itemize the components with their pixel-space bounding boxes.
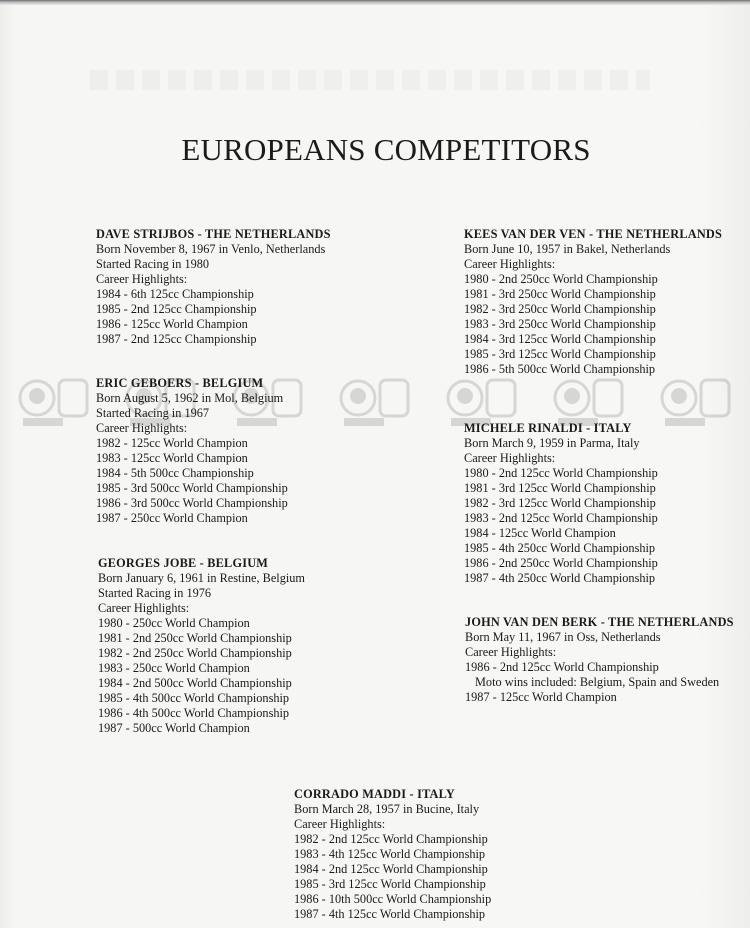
watermark-logo xyxy=(15,374,93,428)
competitor-entry xyxy=(464,227,722,377)
competitor-name: CORRADO MADDI - ITALY xyxy=(294,787,455,801)
competitor-detail: 1987 - 4th 125cc World Championship xyxy=(294,907,486,921)
competitor-entry xyxy=(464,421,658,586)
page-top-edge xyxy=(0,0,750,5)
competitor-birth: Born June 10, 1957 in Bakel, Netherlands xyxy=(464,242,671,256)
competitor-detail: Career Highlights: xyxy=(464,451,556,465)
competitor-birth: Born November 8, 1967 in Venlo, Netherlands xyxy=(96,242,326,256)
competitor-name: DAVE STRIJBOS - THE NETHERLANDS xyxy=(96,227,331,241)
competitor-detail: 1984 - 2nd 125cc World Championship xyxy=(294,862,488,876)
competitor-detail: 1984 - 6th 125cc Championship xyxy=(96,287,254,301)
competitor-detail: 1985 - 3rd 500cc World Championship xyxy=(96,481,288,495)
competitor-detail: 1982 - 125cc World Champion xyxy=(96,436,248,450)
competitor-detail: 1986 - 4th 500cc World Championship xyxy=(98,706,290,720)
watermark-logo xyxy=(443,374,521,428)
competitor-birth: Born March 9, 1959 in Parma, Italy xyxy=(464,436,640,450)
competitor-detail: 1987 - 4th 250cc World Championship xyxy=(464,571,656,585)
competitor-detail: 1987 - 250cc World Champion xyxy=(96,511,248,525)
competitor-detail: 1985 - 4th 250cc World Championship xyxy=(464,541,656,555)
competitor-detail: Career Highlights: xyxy=(96,272,188,286)
competitor-detail: 1987 - 2nd 125cc Championship xyxy=(96,332,257,346)
competitor-detail: 1987 - 125cc World Champion xyxy=(465,690,617,704)
competitor-detail: 1984 - 5th 500cc Championship xyxy=(96,466,254,480)
competitor-detail: 1982 - 2nd 125cc World Championship xyxy=(294,832,488,846)
competitor-detail: 1986 - 125cc World Champion xyxy=(96,317,248,331)
competitor-detail: 1983 - 3rd 250cc World Championship xyxy=(464,317,656,331)
competitor-entry xyxy=(294,787,491,922)
competitor-detail: 1985 - 2nd 125cc Championship xyxy=(96,302,257,316)
competitor-name: GEORGES JOBE - BELGIUM xyxy=(98,556,269,570)
competitor-detail: Career Highlights: xyxy=(294,817,386,831)
competitor-detail: 1981 - 3rd 125cc World Championship xyxy=(464,481,656,495)
competitor-detail: 1980 - 250cc World Champion xyxy=(98,616,250,630)
competitor-detail: 1982 - 3rd 125cc World Championship xyxy=(464,496,656,510)
competitor-detail: 1981 - 3rd 250cc World Championship xyxy=(464,287,656,301)
watermark-logo xyxy=(657,374,735,428)
competitor-birth: Born May 11, 1967 in Oss, Netherlands xyxy=(465,630,661,644)
competitor-detail: 1986 - 2nd 125cc World Championship xyxy=(465,660,659,674)
competitor-detail: 1984 - 125cc World Champion xyxy=(464,526,616,540)
competitor-birth: Born March 28, 1957 in Bucine, Italy xyxy=(294,802,480,816)
competitor-detail: Career Highlights: xyxy=(96,421,188,435)
competitor-detail: 1980 - 2nd 250cc World Championship xyxy=(464,272,658,286)
competitor-detail: 1986 - 3rd 500cc World Championship xyxy=(96,496,288,510)
competitor-detail: 1987 - 500cc World Champion xyxy=(98,721,250,735)
competitor-entry xyxy=(96,227,331,347)
competitor-detail: 1983 - 4th 125cc World Championship xyxy=(294,847,486,861)
competitor-name: ERIC GEBOERS - BELGIUM xyxy=(96,376,264,390)
watermark-logo xyxy=(336,374,414,428)
competitor-detail: Started Racing in 1967 xyxy=(96,406,210,420)
competitor-detail: 1986 - 10th 500cc World Championship xyxy=(294,892,492,906)
competitor-detail: Started Racing in 1976 xyxy=(98,586,212,600)
competitor-detail: 1984 - 3rd 125cc World Championship xyxy=(464,332,656,346)
competitor-detail: 1985 - 4th 500cc World Championship xyxy=(98,691,290,705)
competitor-entry xyxy=(98,556,305,736)
competitor-entry xyxy=(96,376,288,526)
competitor-detail: 1981 - 2nd 250cc World Championship xyxy=(98,631,292,645)
competitor-detail: Career Highlights: xyxy=(465,645,557,659)
competitor-detail: 1985 - 3rd 125cc World Championship xyxy=(464,347,656,361)
competitor-detail: Career Highlights: xyxy=(464,257,556,271)
competitor-birth: Born January 6, 1961 in Restine, Belgium xyxy=(98,571,305,585)
competitor-detail: 1983 - 250cc World Champion xyxy=(98,661,250,675)
competitor-detail: 1982 - 3rd 250cc World Championship xyxy=(464,302,656,316)
competitor-detail: 1983 - 125cc World Champion xyxy=(96,451,248,465)
competitor-detail: 1986 - 5th 500cc World Championship xyxy=(464,362,656,376)
competitor-detail: 1980 - 2nd 125cc World Championship xyxy=(464,466,658,480)
competitor-detail: 1982 - 2nd 250cc World Championship xyxy=(98,646,292,660)
competitor-detail: 1985 - 3rd 125cc World Championship xyxy=(294,877,486,891)
competitor-detail: 1983 - 2nd 125cc World Championship xyxy=(464,511,658,525)
competitor-detail-note: Moto wins included: Belgium, Spain and Sweden xyxy=(475,675,720,689)
competitor-name: KEES VAN DER VEN - THE NETHERLANDS xyxy=(464,227,723,241)
watermark-logo xyxy=(550,374,628,428)
competitor-name: JOHN VAN DEN BERK - THE NETHERLANDS xyxy=(465,615,734,629)
bleed-through-text xyxy=(90,70,650,90)
competitor-detail: Started Racing in 1980 xyxy=(96,257,210,271)
competitor-detail: 1986 - 2nd 250cc World Championship xyxy=(464,556,658,570)
competitor-entry xyxy=(465,615,734,705)
competitor-detail: Career Highlights: xyxy=(98,601,190,615)
competitor-name: MICHELE RINALDI - ITALY xyxy=(464,421,632,435)
competitor-detail: 1984 - 2nd 500cc World Championship xyxy=(98,676,292,690)
page-title: EUROPEANS COMPETITORS xyxy=(181,132,591,167)
competitor-birth: Born August 5, 1962 in Mol, Belgium xyxy=(96,391,284,405)
